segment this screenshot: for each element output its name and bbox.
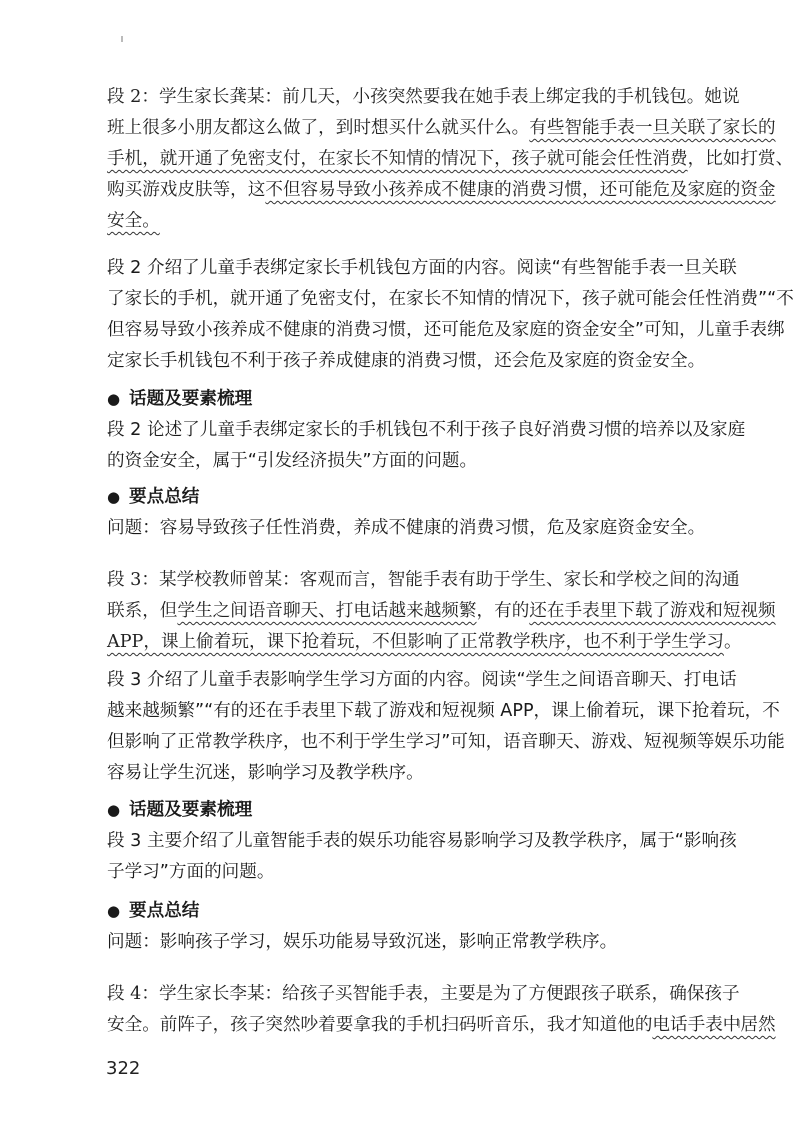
text-line: 问题：影响孩子学习，娱乐功能易导致沉迷，影响正常教学秩序。 [107, 932, 618, 952]
text-line: 容易让学生沉迷，影响学习及教学秩序。 [107, 763, 424, 783]
text-line: 手机，就开通了免密支付，在家长不知情的情况下，孩子就可能会任性消费，比如打赏、 [107, 149, 794, 169]
text-line: 越来越频繁”“有的还在手表里下载了游戏和短视频 APP，课上偷着玩，课下抢着玩，不 [107, 701, 780, 721]
text-line: 段 2：学生家长龚某：前几天，小孩突然要我在她手表上绑定我的手机钱包。她说 [107, 87, 740, 107]
text-line: 的资金安全，属于“引发经济损失”方面的问题。 [107, 451, 478, 471]
text-line: 段 2 介绍了儿童手表绑定家长手机钱包方面的内容。阅读“有些智能手表一旦关联 [107, 258, 737, 278]
text-line: 购买游戏皮肤等，这不但容易导致小孩养成不健康的消费习惯，还可能危及家庭的资金 [107, 180, 776, 200]
section-heading: ● 要点总结 [107, 482, 713, 513]
section-heading: ● 话题及要素梳理 [107, 384, 713, 415]
text-line: 子学习”方面的问题。 [107, 862, 275, 882]
paragraph-2-excerpt [107, 82, 794, 237]
text-line: 段 3 主要介绍了儿童智能手表的娱乐功能容易影响学习及教学秩序，属于“影响孩 [107, 831, 737, 851]
text-line: 问题：容易导致孩子任性消费，养成不健康的消费习惯，危及家庭资金安全。 [107, 518, 706, 538]
text-line: 安全。 [107, 211, 160, 231]
paragraph-3-topic [107, 795, 737, 888]
section-heading: ● 要点总结 [107, 896, 713, 927]
text-line: 班上很多小朋友都这么做了，到时想买什么就买什么。有些智能手表一旦关联了家长的 [107, 118, 776, 138]
text-line: 了家长的手机，就开通了免密支付，在家长不知情的情况下，孩子就可能会任性消费”“不 [107, 289, 794, 309]
paragraph-3-summary [107, 896, 713, 958]
paragraph-2-analysis [107, 253, 794, 377]
text-line: 定家长手机钱包不利于孩子养成健康的消费习惯，还会危及家庭的资金安全。 [107, 351, 706, 371]
section-heading: ● 话题及要素梳理 [107, 795, 713, 826]
paragraph-4-excerpt [107, 979, 776, 1041]
text-line: APP，课上偷着玩，课下抢着玩，不但影响了正常教学秩序，也不利于学生学习。 [107, 632, 742, 652]
text-line: 安全。前阵子，孩子突然吵着要拿我的手机扫码听音乐，我才知道他的电话手表中居然 [107, 1015, 776, 1035]
page-number: 322 [106, 1058, 141, 1079]
paragraph-3-analysis [107, 665, 785, 789]
text-line: 但容易导致小孩养成不健康的消费习惯，还可能危及家庭的资金安全”可知，儿童手表绑 [107, 320, 785, 340]
paragraph-2-topic [107, 384, 746, 477]
text-line: 段 3：某学校教师曾某：客观而言，智能手表有助于学生、家长和学校之间的沟通 [107, 570, 740, 590]
text-line: 但影响了正常教学秩序，也不利于学生学习”可知，语音聊天、游戏、短视频等娱乐功能 [107, 732, 785, 752]
text-line: 联系，但学生之间语音聊天、打电话越来越频繁，有的还在手表里下载了游戏和短视频 [107, 601, 776, 621]
text-line: 段 3 介绍了儿童手表影响学生学习方面的内容。阅读“学生之间语音聊天、打电话 [107, 670, 737, 690]
scan-edge-mark [121, 36, 123, 42]
paragraph-2-summary [107, 482, 713, 544]
text-line: 段 2 论述了儿童手表绑定家长的手机钱包不利于孩子良好消费习惯的培养以及家庭 [107, 420, 746, 440]
text-line: 段 4：学生家长李某：给孩子买智能手表，主要是为了方便跟孩子联系，确保孩子 [107, 984, 740, 1004]
paragraph-3-excerpt [107, 565, 776, 658]
